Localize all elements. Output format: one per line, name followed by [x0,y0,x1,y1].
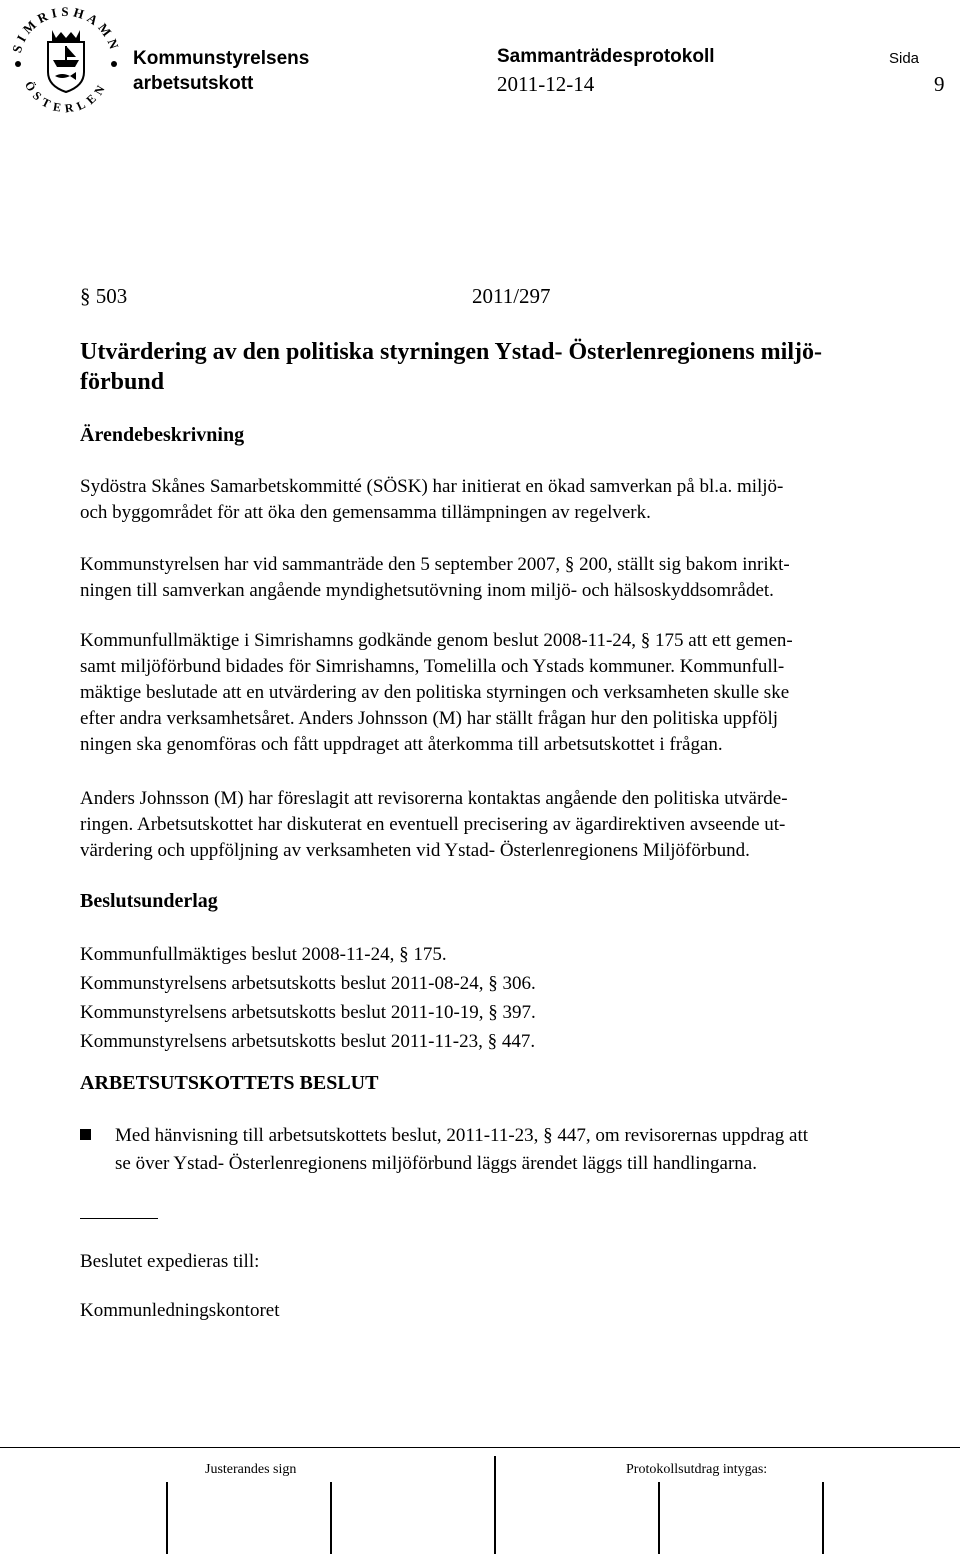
paragraph-line: mäktige beslutade att en utvärdering av den politiska styrningen och verksamheten skulle ske [80,682,790,703]
paragraph-number: 503 [95,284,128,308]
description-paragraph-2 [80,552,930,604]
footer-rule [0,1447,960,1448]
paragraph-line: Sydöstra Skånes Samarbetskommitté (SÖSK) har initierat en ökad samverkan på bl.a. miljö- [80,476,784,497]
case-reference: 2011/297 [472,284,551,308]
basis-heading: Beslutsunderlag [80,890,218,912]
header-committee: arbetsutskott [133,73,254,94]
signature-divider [822,1482,824,1554]
basis-item: Kommunstyrelsens arbetsutskotts beslut 2011-10-19, § 397. [80,1002,536,1023]
meeting-date: 2011-12-14 [497,72,595,96]
signature-divider [166,1482,168,1554]
paragraph-line: samt miljöförbund bidades för Simrishamns, Tomelilla och Ystads kommuner. Kommunfull- [80,656,785,677]
paragraph-line: ringen. Arbetsutskottet har diskuterat en eventuell precisering av ägardirektiven avseende ut- [80,814,786,835]
decision-text [115,1122,950,1178]
basis-item: Kommunfullmäktiges beslut 2008-11-24, § 175. [80,944,447,965]
municipal-seal-logo [6,2,126,122]
square-bullet-icon [80,1129,91,1140]
paragraph-line: värdering och uppföljning av verksamheten vid Ystad- Österlenregionens Miljöförbund. [80,840,750,861]
decision-heading: ARBETSUTSKOTTETS BESLUT [80,1072,379,1094]
paragraph-line: Kommunstyrelsen har vid sammanträde den 5 september 2007, § 200, ställt sig bakom inrikt- [80,554,790,575]
description-paragraph-4 [80,786,930,864]
description-paragraph-3 [80,628,930,758]
case-paragraph-number [80,284,127,309]
signing-label: Justerandes sign [205,1462,297,1477]
page-number: 9 [934,72,945,96]
paragraph-line: Kommunfullmäktige i Simrishamns godkände genom beslut 2008-11-24, § 175 att ett gemen- [80,630,793,651]
paragraph-line: och byggområdet för att öka den gemensamma tillämpningen av regelverk. [80,502,651,523]
svg-text:SIMRISHAMN: SIMRISHAMN [8,3,124,55]
paragraph-line: Anders Johnsson (M) har föreslagit att revisorerna kontaktas angående den politiska utvärde- [80,788,788,809]
page-label: Sida [889,50,920,67]
basis-list [80,940,536,1056]
paragraph-line: efter andra verksamhetsåret. Anders Johnsson (M) har ställt frågan hur den politiska uppfölj [80,708,779,729]
description-paragraph-1 [80,474,930,526]
paragraph-line: ningen ska genomföras och fått uppdraget att återkomma till arbetsutskottet i frågan. [80,734,723,755]
extract-certified-label: Protokollsutdrag intygas: [626,1462,768,1477]
expedition-recipient: Kommunledningskontoret [80,1300,280,1321]
basis-item: Kommunstyrelsens arbetsutskotts beslut 2011-11-23, § 447. [80,1031,536,1052]
description-heading: Ärendebeskrivning [80,424,245,446]
expedition-label: Beslutet expedieras till: [80,1251,260,1272]
header-organization: Kommunstyrelsens [133,48,310,69]
paragraph-line: ningen till samverkan angående myndighetsutövning inom miljö- och hälsoskyddsområdet. [80,580,774,601]
svg-text:ÖSTERLEN: ÖSTERLEN [21,78,111,116]
separator-line [80,1218,158,1219]
decision-line: se över Ystad- Österlenregionens miljöförbund läggs ärendet läggs till handlingarna. [115,1153,757,1174]
case-title-line: Utvärdering av den politiska styrningen Ystad- Österlenregionens miljö- [80,339,822,365]
basis-item: Kommunstyrelsens arbetsutskotts beslut 2011-08-24, § 306. [80,973,536,994]
document-type-title: Sammanträdesprotokoll [497,46,715,67]
decision-line: Med hänvisning till arbetsutskottets beslut, 2011-11-23, § 447, om revisorernas uppdrag att [115,1125,809,1146]
paragraph-symbol: § [80,284,91,308]
signature-divider [658,1482,660,1554]
signature-divider [330,1482,332,1554]
signature-divider [494,1456,496,1554]
case-title-line: förbund [80,369,165,395]
case-title [80,337,930,397]
